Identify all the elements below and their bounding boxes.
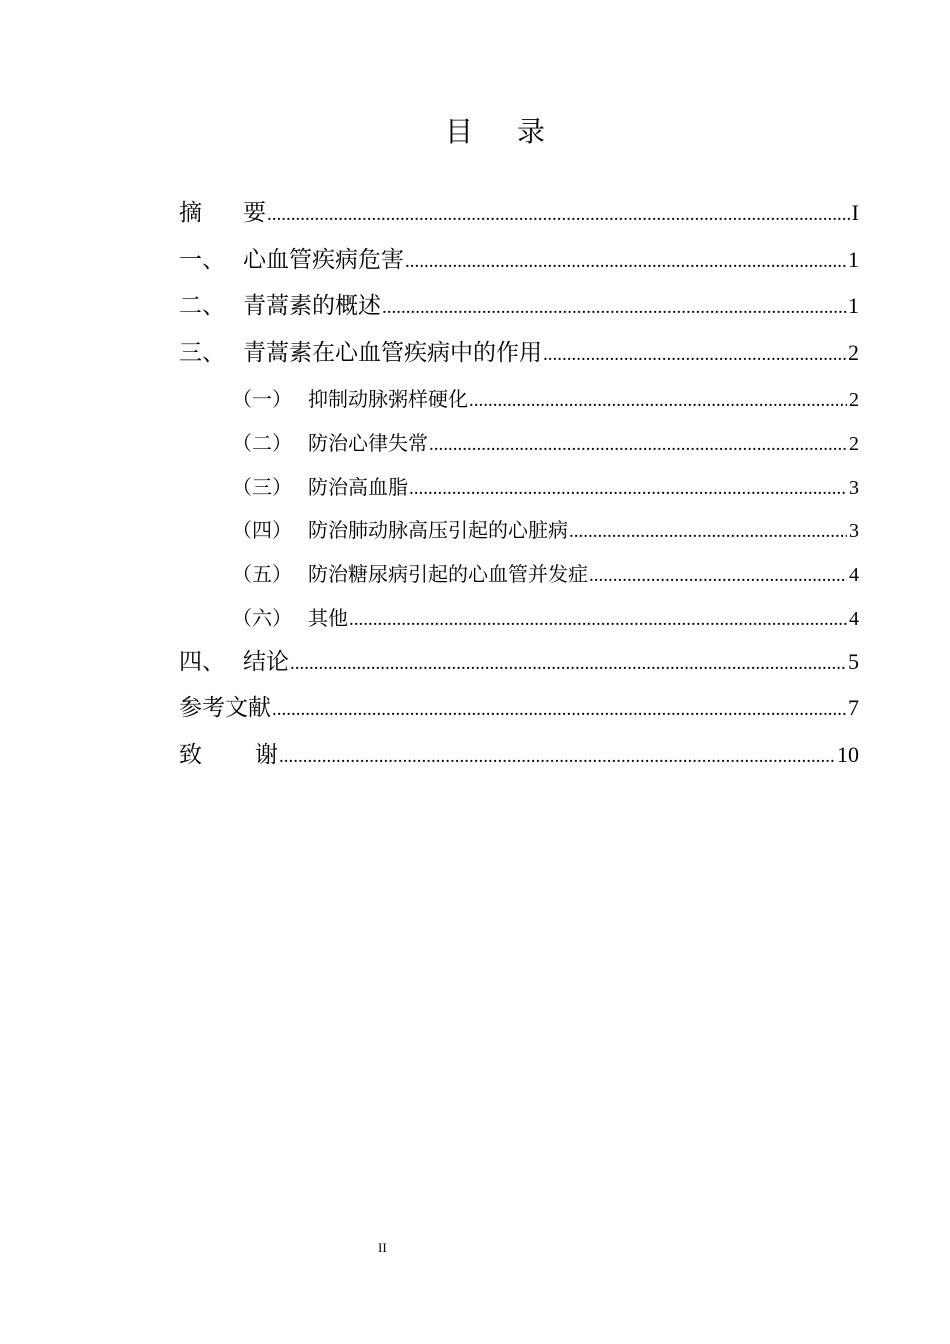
toc-entry-label: 防治高血脂 xyxy=(308,474,408,499)
toc-entry-label: 心血管疾病危害 xyxy=(243,246,404,273)
toc-entry-page: 1 xyxy=(848,246,859,272)
toc-entry-3-2[interactable] xyxy=(179,422,859,466)
toc-entry-label: 参考文献 xyxy=(179,695,271,722)
toc-dot-leader xyxy=(409,468,847,510)
toc-entry-number: （五） xyxy=(232,562,292,587)
page-title-right: 录 xyxy=(517,115,546,148)
toc-entry-3-6[interactable] xyxy=(179,597,859,641)
toc-entry-label: 结论 xyxy=(243,648,289,675)
toc-entry-page: 2 xyxy=(849,389,859,411)
toc-entry-number: 摘 xyxy=(179,200,202,226)
toc-entry-number: 四、 xyxy=(179,648,225,675)
toc-dot-leader xyxy=(543,334,846,376)
toc-entry-label: 要 xyxy=(243,200,266,226)
toc-entry-label: 防治糖尿病引起的心血管并发症 xyxy=(308,562,588,587)
toc-entry-references[interactable] xyxy=(179,687,859,734)
toc-entry-number: （一） xyxy=(232,387,292,411)
toc-entry-label: 青蒿素在心血管疾病中的作用 xyxy=(243,339,542,366)
toc-entry-page: I xyxy=(851,200,859,225)
toc-entry-number: （三） xyxy=(232,474,292,499)
toc-entry-3-3[interactable] xyxy=(179,466,859,510)
toc-entry-label: 谢 xyxy=(255,741,278,768)
toc-entry-number: 致 xyxy=(179,741,202,768)
toc-dot-leader xyxy=(349,599,847,641)
toc-dot-leader xyxy=(267,194,850,236)
toc-dot-leader xyxy=(290,643,846,685)
toc-dot-leader xyxy=(272,689,846,731)
toc-dot-leader xyxy=(382,287,846,329)
page-title xyxy=(0,112,950,152)
toc-entry-page: 4 xyxy=(849,564,859,587)
toc-entry-page: 4 xyxy=(849,607,859,630)
toc-entry-number: 三、 xyxy=(179,339,225,366)
toc-entry-page: 5 xyxy=(848,648,859,674)
table-of-contents xyxy=(179,192,859,780)
toc-entry-number: 一、 xyxy=(179,246,225,273)
toc-entry-number: 二、 xyxy=(179,293,225,319)
toc-dot-leader xyxy=(569,511,847,553)
toc-entry-number: （六） xyxy=(232,605,292,630)
page-number: II xyxy=(378,1240,387,1255)
toc-dot-leader xyxy=(469,380,847,422)
toc-dot-leader xyxy=(279,736,835,778)
toc-entry-page: 7 xyxy=(848,695,859,721)
toc-entry-label: 青蒿素的概述 xyxy=(243,293,381,319)
toc-entry-label: 抑制动脉粥样硬化 xyxy=(308,387,468,411)
toc-dot-leader xyxy=(405,241,846,283)
toc-entry-2[interactable] xyxy=(179,285,859,332)
toc-entry-page: 3 xyxy=(849,476,859,499)
toc-entry-label: 防治肺动脉高压引起的心脏病 xyxy=(308,518,568,543)
page-title-left: 目 xyxy=(444,115,473,148)
toc-entry-label: 防治心律失常 xyxy=(308,430,428,455)
toc-entry-page: 10 xyxy=(837,741,859,767)
toc-entry-page: 2 xyxy=(848,339,859,365)
toc-dot-leader xyxy=(429,424,847,466)
toc-entry-4[interactable] xyxy=(179,641,859,688)
toc-entry-3-4[interactable] xyxy=(179,509,859,553)
toc-entry-page: 2 xyxy=(849,432,859,455)
toc-entry-3-1[interactable] xyxy=(179,378,859,422)
toc-entry-number: （二） xyxy=(232,430,292,455)
toc-entry-3-5[interactable] xyxy=(179,553,859,597)
toc-entry-number: （四） xyxy=(232,518,292,543)
toc-entry-abstract[interactable] xyxy=(179,192,859,239)
toc-entry-3[interactable] xyxy=(179,332,859,379)
toc-entry-acknowledgements[interactable] xyxy=(179,734,859,781)
toc-entry-1[interactable] xyxy=(179,239,859,286)
toc-entry-label: 其他 xyxy=(308,605,348,630)
toc-entry-page: 3 xyxy=(849,520,859,543)
toc-entry-page: 1 xyxy=(848,293,859,318)
toc-dot-leader xyxy=(589,555,847,597)
